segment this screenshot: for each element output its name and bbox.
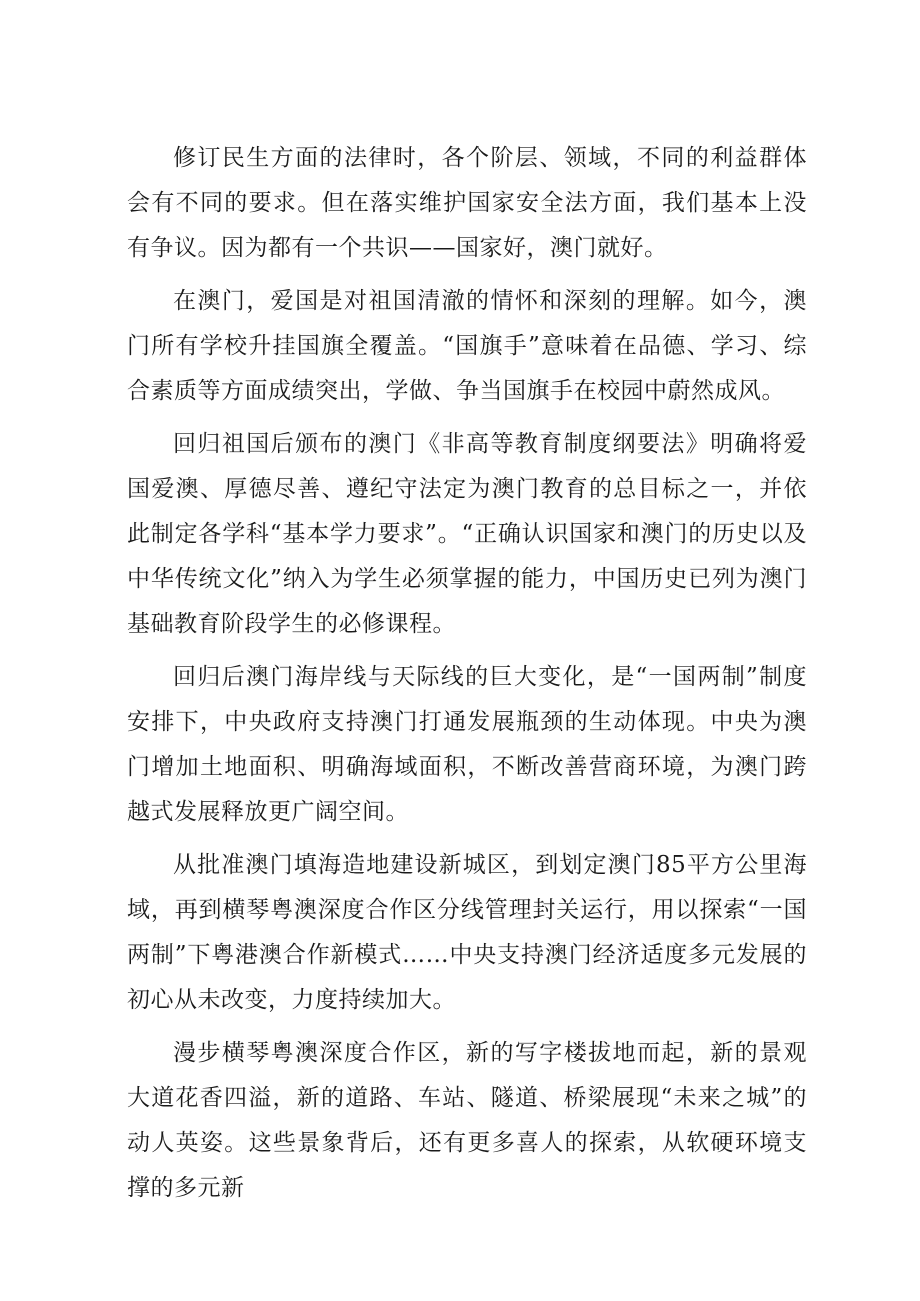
- document-body: [127, 136, 807, 1219]
- paragraph-1: 修订民生方面的法律时，各个阶层、领域，不同的利益群体会有不同的要求。但在落实维护国家安全法方面，我们基本上没有争议。因为都有一个共识——国家好，澳门就好。: [127, 145, 807, 261]
- paragraph-5: 从批准澳门填海造地建设新城区，到划定澳门85平方公里海域，再到横琴粤澳深度合作区分线管理封关运行，用以探索“一国两制”下粤港澳合作新模式……中央支持澳门经济适度多元发展的初心从未改变，力度持续加大。: [127, 852, 807, 1013]
- paragraph-4: 回归后澳门海岸线与天际线的巨大变化，是“一国两制”制度安排下，中央政府支持澳门打通发展瓶颈的生动体现。中央为澳门增加土地面积、明确海域面积，不断改善营商环境，为澳门跨越式发展释放更广阔空间。: [127, 664, 807, 825]
- paragraph-2: 在澳门，爱国是对祖国清澈的情怀和深刻的理解。如今，澳门所有学校升挂国旗全覆盖。“国旗手”意味着在品德、学习、综合素质等方面成绩突出，学做、争当国旗手在校园中蔚然成风。: [127, 288, 807, 404]
- paragraph-3: 回归祖国后颁布的澳门《非高等教育制度纲要法》明确将爱国爱澳、厚德尽善、遵纪守法定为澳门教育的总目标之一，并依此制定各学科“基本学力要求”。“正确认识国家和澳门的历史以及中华传统文化”纳入为学生必须掌握的能力，中国历史已列为澳门基础教育阶段学生的必修课程。: [127, 431, 807, 637]
- paragraph-6: 漫步横琴粤澳深度合作区，新的写字楼拔地而起，新的景观大道花香四溢，新的道路、车站、隧道、桥梁展现“未来之城”的动人英姿。这些景象背后，还有更多喜人的探索，从软硬环境支撑的多元新: [127, 1040, 807, 1201]
